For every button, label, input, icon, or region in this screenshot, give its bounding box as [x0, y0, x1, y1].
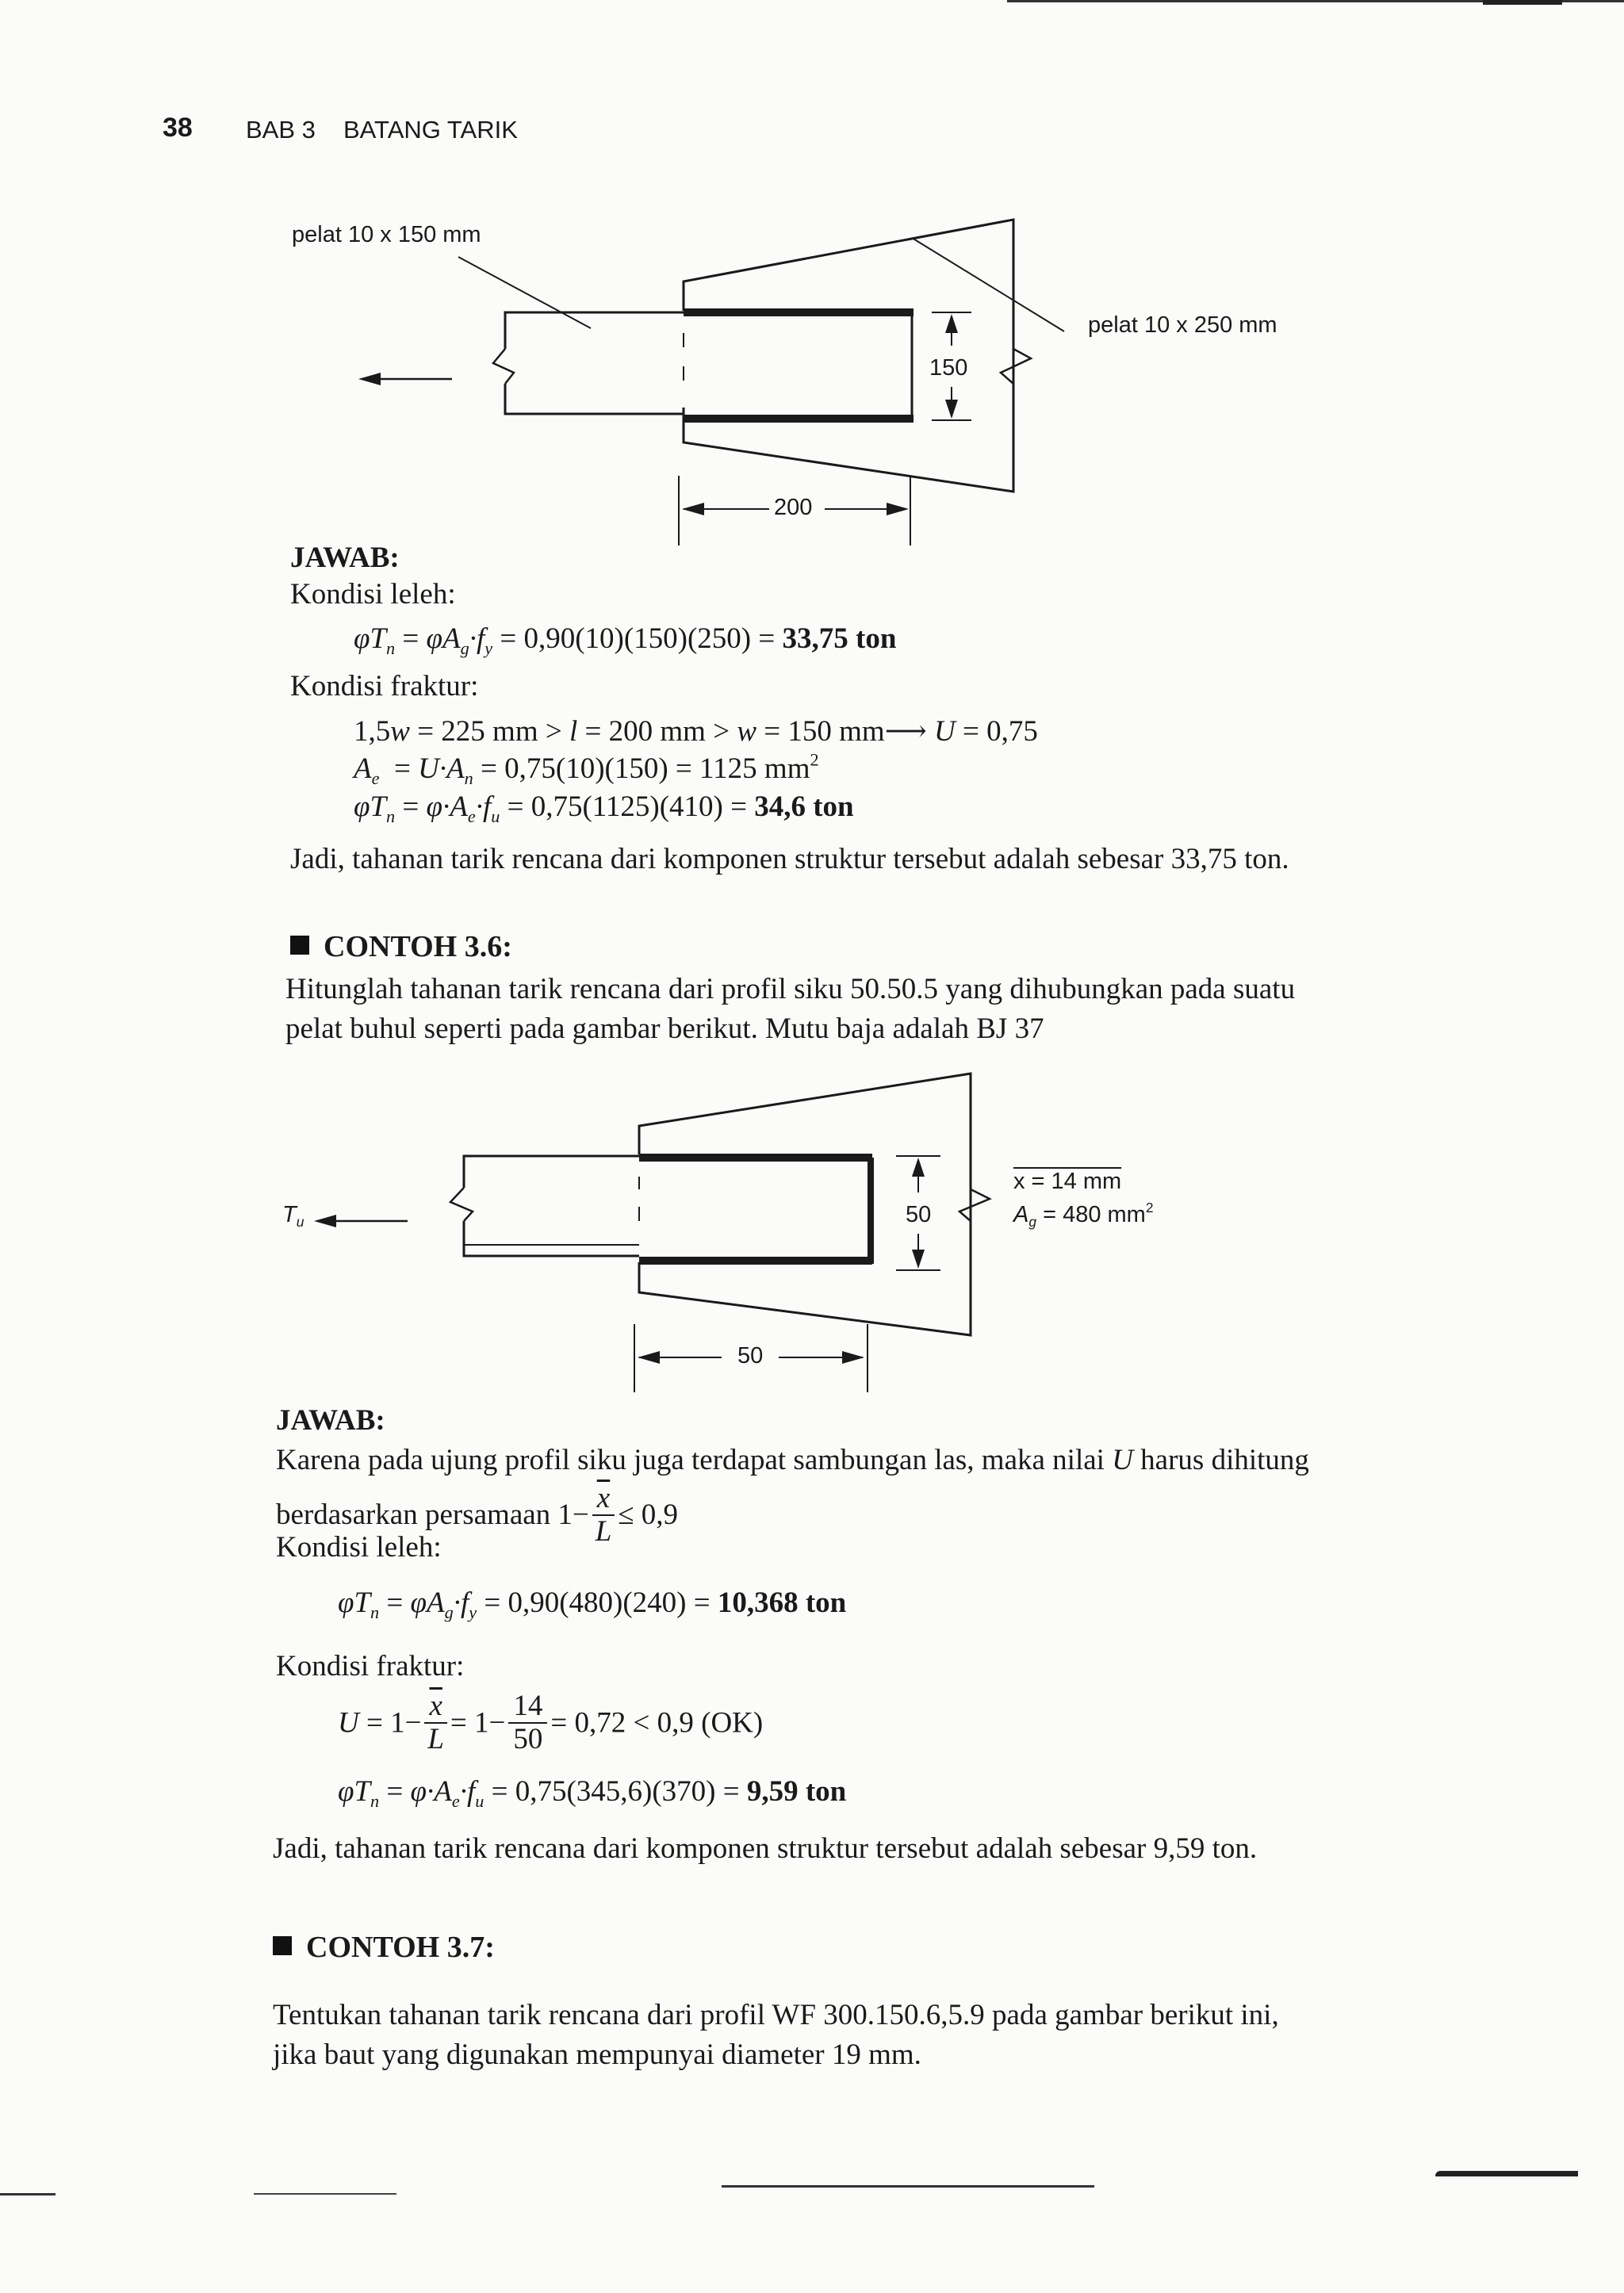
label-tu-text: T — [282, 1202, 297, 1227]
answer-2-line1-text: Karena pada ujung profil siku juga terdapat sambungan las, maka nilai — [276, 1444, 1105, 1476]
contoh-3-7-line1: Tentukan tahanan tarik rencana dari profil WF 300.150.6,5.9 pada gambar berikut ini, — [273, 1999, 1279, 2031]
kondisi-leleh-1: Kondisi leleh: — [290, 578, 456, 611]
page-number: 38 — [163, 113, 193, 143]
bullet-square-icon — [290, 936, 309, 955]
frac-xbar-over-l-2: $\frac{\overline{x}}{L}$ — [424, 1690, 446, 1755]
eq-ae-1-value: = 0,75(10)(150) = 1125 mm — [481, 752, 810, 785]
eq-leleh-2: $\varphi T_n = \varphi A_g\cdot f_y = 0,90(480)(240) = 10,368$ ton — [338, 1587, 847, 1622]
jawab-heading-2: JAWAB: — [276, 1404, 385, 1437]
conclusion-2: Jadi, tahanan tarik rencana dari komponen struktur tersebut adalah sebesar 9,59 ton. — [273, 1832, 1258, 1865]
eq-leleh-2-result: 10,368 ton — [717, 1587, 847, 1619]
answer-2-line2-text: berdasarkan persamaan — [276, 1499, 551, 1531]
kondisi-fraktur-2: Kondisi fraktur: — [276, 1650, 465, 1682]
eq-tn-1-value: = 0,75(1125)(410) = — [507, 790, 747, 823]
figure-angle-connection-2 — [0, 1047, 1624, 1411]
eq-u-2: U = 1− $\frac{\overline{x}}{L}$ = 1− $\frac{14}{50}$ = 0,72 < 0,9 (OK) — [338, 1690, 764, 1755]
chapter-label: BAB 3 — [246, 116, 316, 144]
contoh-3-6-line1: Hitunglah tahanan tarik rencana dari profil siku 50.50.5 yang dihubungkan pada suatu — [285, 973, 1296, 1005]
jawab-heading-1: JAWAB: — [290, 542, 400, 574]
label-ag-value: = 480 mm — [1036, 1202, 1146, 1227]
answer-2-line2: berdasarkan persamaan 1− $\frac{\overline{x}}{L}$ ≤ 0,9 — [276, 1482, 679, 1548]
eq-fraktur-1-a: 1,5 — [354, 715, 391, 748]
label-plate-250: pelat 10 x 250 mm — [1088, 312, 1277, 338]
eq-tn-2: $\varphi T_n = \varphi\cdot A_e\cdot f_u = 0,75(345,6)(370) = 9,59$ ton — [338, 1775, 847, 1811]
label-tu — [282, 1202, 304, 1231]
dim-200: 200 — [774, 495, 813, 520]
contoh-3-7-line2: jika baut yang digunakan mempunyai diameter 19 mm. — [273, 2038, 921, 2071]
bottom-rule-left — [0, 2193, 56, 2195]
eq-leleh-1-value: = 0,90(10)(150)(250) = — [500, 622, 776, 655]
eq-fraktur-1-d: = 150 mm — [756, 715, 885, 748]
bullet-square-icon — [273, 1936, 292, 1955]
kondisi-leleh-2: Kondisi leleh: — [276, 1531, 442, 1564]
label-tu-sub: u — [296, 1214, 304, 1231]
figure-plate-connection-1 — [0, 0, 1624, 571]
label-ag-sub: g — [1028, 1214, 1037, 1231]
kondisi-fraktur-1: Kondisi fraktur: — [290, 670, 479, 702]
dim-150: 150 — [929, 355, 968, 381]
contoh-3-6-line2: pelat buhul seperti pada gambar berikut. Mutu baja adalah BJ 37 — [285, 1013, 1044, 1045]
contoh-3-6-title — [290, 929, 512, 964]
label-xbar: x = 14 mm — [1013, 1169, 1122, 1194]
eq-tn-1: $\varphi T_n = \varphi\cdot A_e\cdot f_u = 0,75(1125)(410) = 34,6$ ton — [354, 790, 854, 826]
answer-2-line1 — [276, 1443, 1309, 1478]
arrow-icon: ⟶ — [884, 715, 927, 748]
bottom-rule-right — [1435, 2171, 1578, 2176]
eq-leleh-1: $\varphi T_n = \varphi A_g\cdot f_y = 0,90(10)(150)(250) = 33,75$ ton — [354, 622, 897, 658]
eq-fraktur-1-e: = 0,75 — [955, 715, 1038, 748]
answer-2-line1-u: U — [1112, 1444, 1133, 1476]
label-plate-150: pelat 10 x 150 mm — [292, 222, 481, 247]
eq-tn-2-value: = 0,75(345,6)(370) = — [491, 1775, 740, 1808]
bottom-rule-center — [722, 2185, 1094, 2188]
frac-14-over-50: $\frac{14}{50}$ — [508, 1690, 547, 1755]
dim-50-horizontal: 50 — [737, 1343, 764, 1369]
dim-50-vertical: 50 — [906, 1202, 932, 1227]
answer-2-line1-end: harus dihitung — [1140, 1444, 1309, 1476]
label-ag-a: A — [1013, 1202, 1029, 1227]
eq-tn-2-result: 9,59 ton — [746, 1775, 847, 1808]
label-ag: $A_g = 480$ $mm^2$ — [1013, 1199, 1154, 1231]
contoh-3-7-label: CONTOH 3.7: — [306, 1931, 495, 1964]
frac-xbar-over-l: $\frac{\overline{x}}{L}$ — [592, 1483, 615, 1548]
eq-leleh-2-value: = 0,90(480)(240) = — [484, 1587, 710, 1619]
bottom-rule-mid-left — [254, 2193, 396, 2195]
eq-fraktur-1: 1,5w = 225 mm > l = 200 mm > w = 150 mm⟶ U = 0,75 — [354, 715, 1038, 748]
chapter-title: BATANG TARIK — [343, 116, 518, 144]
eq-u-2-value: = 0,72 < 0,9 (OK) — [550, 1706, 764, 1740]
eq-tn-1-result: 34,6 ton — [754, 790, 854, 823]
eq-fraktur-1-c: = 200 mm > — [577, 715, 737, 748]
contoh-3-7-title — [273, 1930, 495, 1965]
conclusion-1: Jadi, tahanan tarik rencana dari komponen struktur tersebut adalah sebesar 33,75 ton. — [290, 843, 1289, 875]
eq-fraktur-1-b: = 225 mm > — [409, 715, 569, 748]
eq-ae-1: $A_e = U\cdot A_n = 0,75(10)(150) = 1125$ $mm^2$ — [354, 749, 819, 788]
contoh-3-6-label: CONTOH 3.6: — [324, 930, 512, 963]
eq-leleh-1-result: 33,75 ton — [782, 622, 897, 655]
